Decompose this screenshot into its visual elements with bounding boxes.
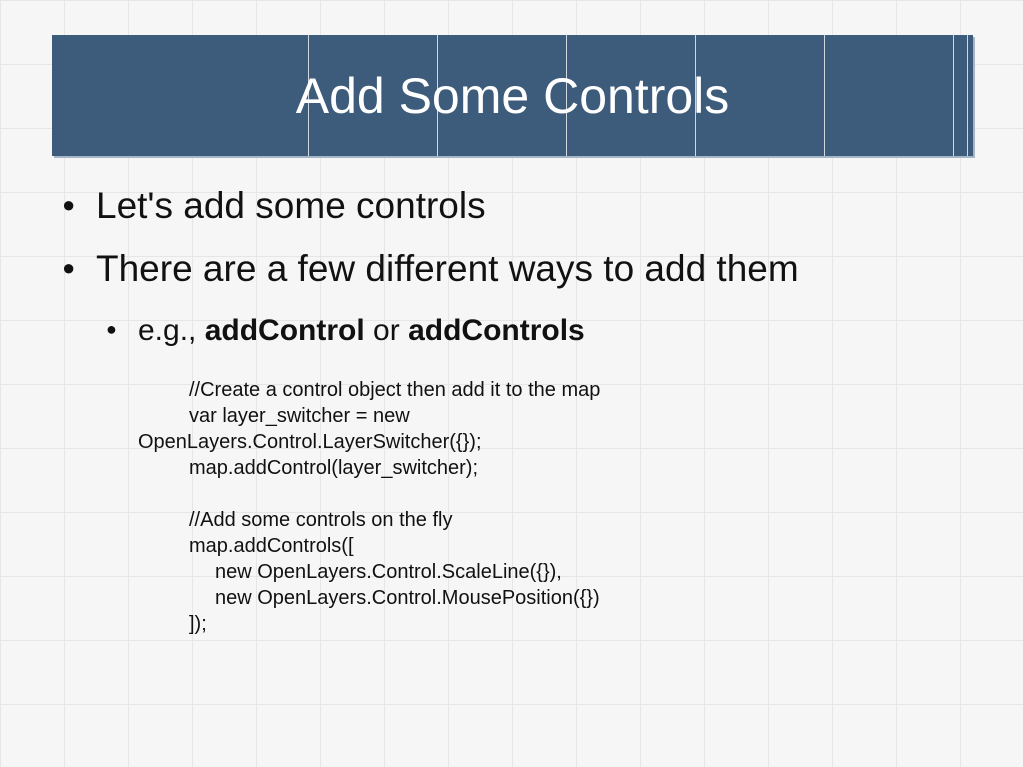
title-bar [52, 35, 973, 156]
sub-bullet-item [106, 312, 585, 351]
bullet-text: There are a few different ways to add them [96, 248, 799, 289]
code-line: new OpenLayers.Control.ScaleLine({}), [215, 561, 562, 583]
slide-title: Add Some Controls [295, 68, 730, 124]
code-line: new OpenLayers.Control.MousePosition({}) [215, 587, 600, 609]
sub-bullet-connector: or [364, 314, 409, 347]
code-line: //Add some controls on the fly [189, 509, 453, 531]
method-name-addcontrol: addControl [204, 314, 365, 347]
code-line: var layer_switcher = new [189, 405, 410, 427]
code-line: OpenLayers.Control.LayerSwitcher({}); [138, 431, 482, 453]
code-line: //Create a control object then add it to the map [189, 379, 601, 401]
bullet-dot-icon: ● [62, 255, 76, 281]
sub-bullet-prefix: e.g., [138, 314, 205, 347]
code-line: map.addControls([ [189, 535, 354, 557]
code-line: map.addControl(layer_switcher); [189, 457, 479, 479]
bullet-text: Let's add some controls [96, 185, 486, 226]
bullet-dot-icon: ● [106, 319, 117, 340]
bullet-dot-icon: ● [62, 192, 76, 218]
bullet-item [62, 184, 486, 230]
bullet-item [62, 247, 799, 293]
code-line: ]); [189, 613, 207, 635]
method-name-addcontrols: addControls [408, 314, 585, 347]
